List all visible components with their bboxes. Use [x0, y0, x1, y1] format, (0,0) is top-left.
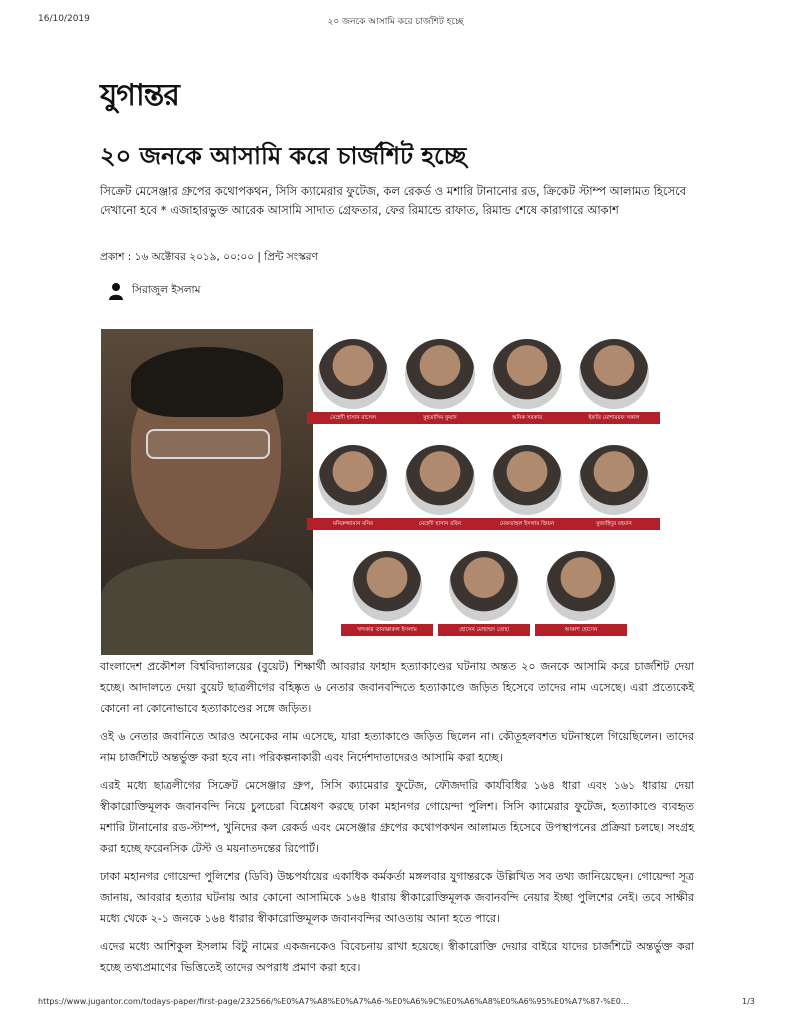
- article-paragraph: ওই ৬ নেতার জবানিতে আরও অনেকের নাম এসেছে, যারা হত্যাকাণ্ডে জড়িত ছিলেন না। কৌতূহলবশত ঘটনাস্থলে গিয়েছিলেন। তাদের নাম চার্জশিটে অন্তর্ভুক্ত করা হবে না। পরিকল্পনাকারী এবং নির্দেশদাতাদেরও আসামি করা হচ্ছে।: [100, 730, 694, 764]
- accused-avatar: [579, 339, 649, 409]
- accused-name: হোসেন মোহাম্মদ তোহা: [438, 624, 530, 636]
- accused-card: [438, 551, 530, 636]
- author-name[interactable]: সিরাজুল ইসলাম: [132, 283, 201, 296]
- accused-name: মুহতাসিম ফুয়াদ: [394, 412, 486, 424]
- accused-avatar: [405, 445, 475, 515]
- accused-card: [481, 445, 573, 530]
- accused-avatar: [318, 445, 388, 515]
- print-date: 16/10/2019: [38, 14, 90, 24]
- accused-card: [341, 551, 433, 636]
- accused-name: মেহেদী হাসান রাসেল: [307, 412, 399, 424]
- accused-avatar: [449, 551, 519, 621]
- article-photo: [101, 329, 683, 655]
- article-headline: ২০ জনকে আসামি করে চার্জশিট হচ্ছে: [100, 142, 467, 170]
- accused-name: ইফতি মোশাররফ সকাল: [568, 412, 660, 424]
- accused-name: মুজাহিদুর রহমান: [568, 518, 660, 530]
- print-footer-url[interactable]: https://www.jugantor.com/todays-paper/first-page/232566/%E0%A7%A8%E0%A7%A6-%E0%A6%9C%E0%A6%A8%E0%A6%95%E0%A7%87-%E0...: [38, 997, 629, 1006]
- accused-avatar: [492, 339, 562, 409]
- accused-avatar: [579, 445, 649, 515]
- accused-card: [535, 551, 627, 636]
- accused-avatar: [318, 339, 388, 409]
- accused-card: [481, 339, 573, 424]
- portrait-hair: [131, 347, 283, 417]
- accused-card: [568, 445, 660, 530]
- print-header-title: ২০ জনকে আসামি করে চার্জশিট হচ্ছে: [327, 17, 464, 27]
- accused-avatar: [352, 551, 422, 621]
- jugantor-logo[interactable]: যুগান্তর: [100, 78, 179, 113]
- accused-card: [307, 445, 399, 530]
- print-page-number: 1/3: [742, 997, 755, 1006]
- accused-avatar: [492, 445, 562, 515]
- accused-name: আকাশ হোসেন: [535, 624, 627, 636]
- article-paragraph: এরই মধ্যে ছাত্রলীগের সিক্রেট মেসেঞ্জার গ্রুপ, সিসি ক্যামেরার ফুটেজ, ফৌজদারি কার্যবিধির ১৬৪ ধারা এবং ১৬১ ধারায় দেয়া স্বীকারোক্তিমূলক জবানবন্দি নিয়ে চুলচেরা বিশ্লেষণ করছে ঢাকা মহানগর গোয়েন্দা পুলিশ। সিসি ক্যামেরার ফুটেজ, হত্যাকাণ্ডে ব্যবহৃত মশারি টানানোর রড-স্টাম্প, খুনিদের কল রেকর্ড এবং মেসেঞ্জার গ্রুপের কথোপকথন আলামত হিসেবে উপস্থাপনের প্রক্রিয়া চলছে। সংগ্রহ করা হচ্ছে ফরেনসিক টেস্ট ও ময়নাতদন্তের রিপোর্ট।: [100, 779, 694, 855]
- portrait-glasses: [146, 429, 270, 459]
- accused-card: [307, 339, 399, 424]
- accused-name: অনিক সরকার: [481, 412, 573, 424]
- accused-card: [394, 445, 486, 530]
- accused-name: মনিরুজ্জামান মনির: [307, 518, 399, 530]
- article-paragraph: এদের মধ্যে আশিকুল ইসলাম বিটু নামের একজনকেও বিবেচনায় রাখা হয়েছে। স্বীকারোক্তি দেয়ার বাইরে যাদের চার্জশিটে অন্তর্ভুক্ত করা হচ্ছে তথ্যপ্রমাণের ভিত্তিতেই তাদের অপরাধ প্রমাণ করা হবে।: [100, 940, 694, 974]
- accused-card: [394, 339, 486, 424]
- author-byline: [108, 281, 200, 301]
- accused-card: [568, 339, 660, 424]
- accused-name: খন্দকার তাবাক্কারুল ইসলাম: [341, 624, 433, 636]
- article-paragraph: ঢাকা মহানগর গোয়েন্দা পুলিশের (ডিবি) উচ্চপর্যায়ের একাধিক কর্মকর্তা মঙ্গলবার যুগান্তরকে উল্লিখিত সব তথ্য জানিয়েছেন। গোয়েন্দা সূত্র জানায়, আবরার হত্যার ঘটনায় আর কোনো আসামিকে ১৬৪ ধারায় স্বীকারোক্তিমূলক জবানবন্দি নেয়ার ইচ্ছা পুলিশের নেই। তবে সাক্ষীর মধ্যে থেকে ২-১ জনকে ১৬৪ ধারার স্বীকারোক্তিমূলক জবানবন্দির আওতায় আনা হতে পারে।: [100, 870, 694, 925]
- user-icon: [108, 282, 124, 300]
- article-paragraph: বাংলাদেশ প্রকৌশল বিশ্ববিদ্যালয়ের (বুয়েট) শিক্ষার্থী আবরার ফাহাদ হত্যাকাণ্ডের ঘটনায় অন্তত ২০ জনকে আসামি করে চার্জশিট দেয়া হচ্ছে। আদালতে দেয়া বুয়েট ছাত্রলীগের বহিষ্কৃত ৬ নেতার জবানবন্দিতে হত্যাকাণ্ডে জড়িত হিসেবে তাদের নাম এসেছে। এরা প্রত্যেকেই কোনো না কোনোভাবে হত্যাকাণ্ডের সঙ্গে জড়িত।: [100, 660, 694, 715]
- accused-avatar: [546, 551, 616, 621]
- published-meta: প্রকাশ : ১৬ অক্টোবর ২০১৯, ০০:০০ | প্রিন্ট সংস্করণ: [100, 251, 318, 263]
- accused-name: মেহেদী হাসান রবিন: [394, 518, 486, 530]
- accused-name: মেফতাহুল ইসলাম জিয়ন: [481, 518, 573, 530]
- portrait-shirt: [101, 559, 313, 655]
- victim-portrait: [101, 329, 313, 655]
- accused-avatar: [405, 339, 475, 409]
- article-body: [100, 656, 694, 985]
- article-subhead: সিক্রেট মেসেঞ্জার গ্রুপের কথোপকথন, সিসি ক্যামেরার ফুটেজ, কল রেকর্ড ও মশারি টানানোর রড, ক্রিকেট স্টাম্প আলামত হিসেবে দেখানো হবে * এজাহারভুক্ত আরেক আসামি সাদাত গ্রেফতার, ফের রিমান্ডে রাফাত, রিমান্ড শেষে কারাগারে আকাশ: [100, 184, 687, 217]
